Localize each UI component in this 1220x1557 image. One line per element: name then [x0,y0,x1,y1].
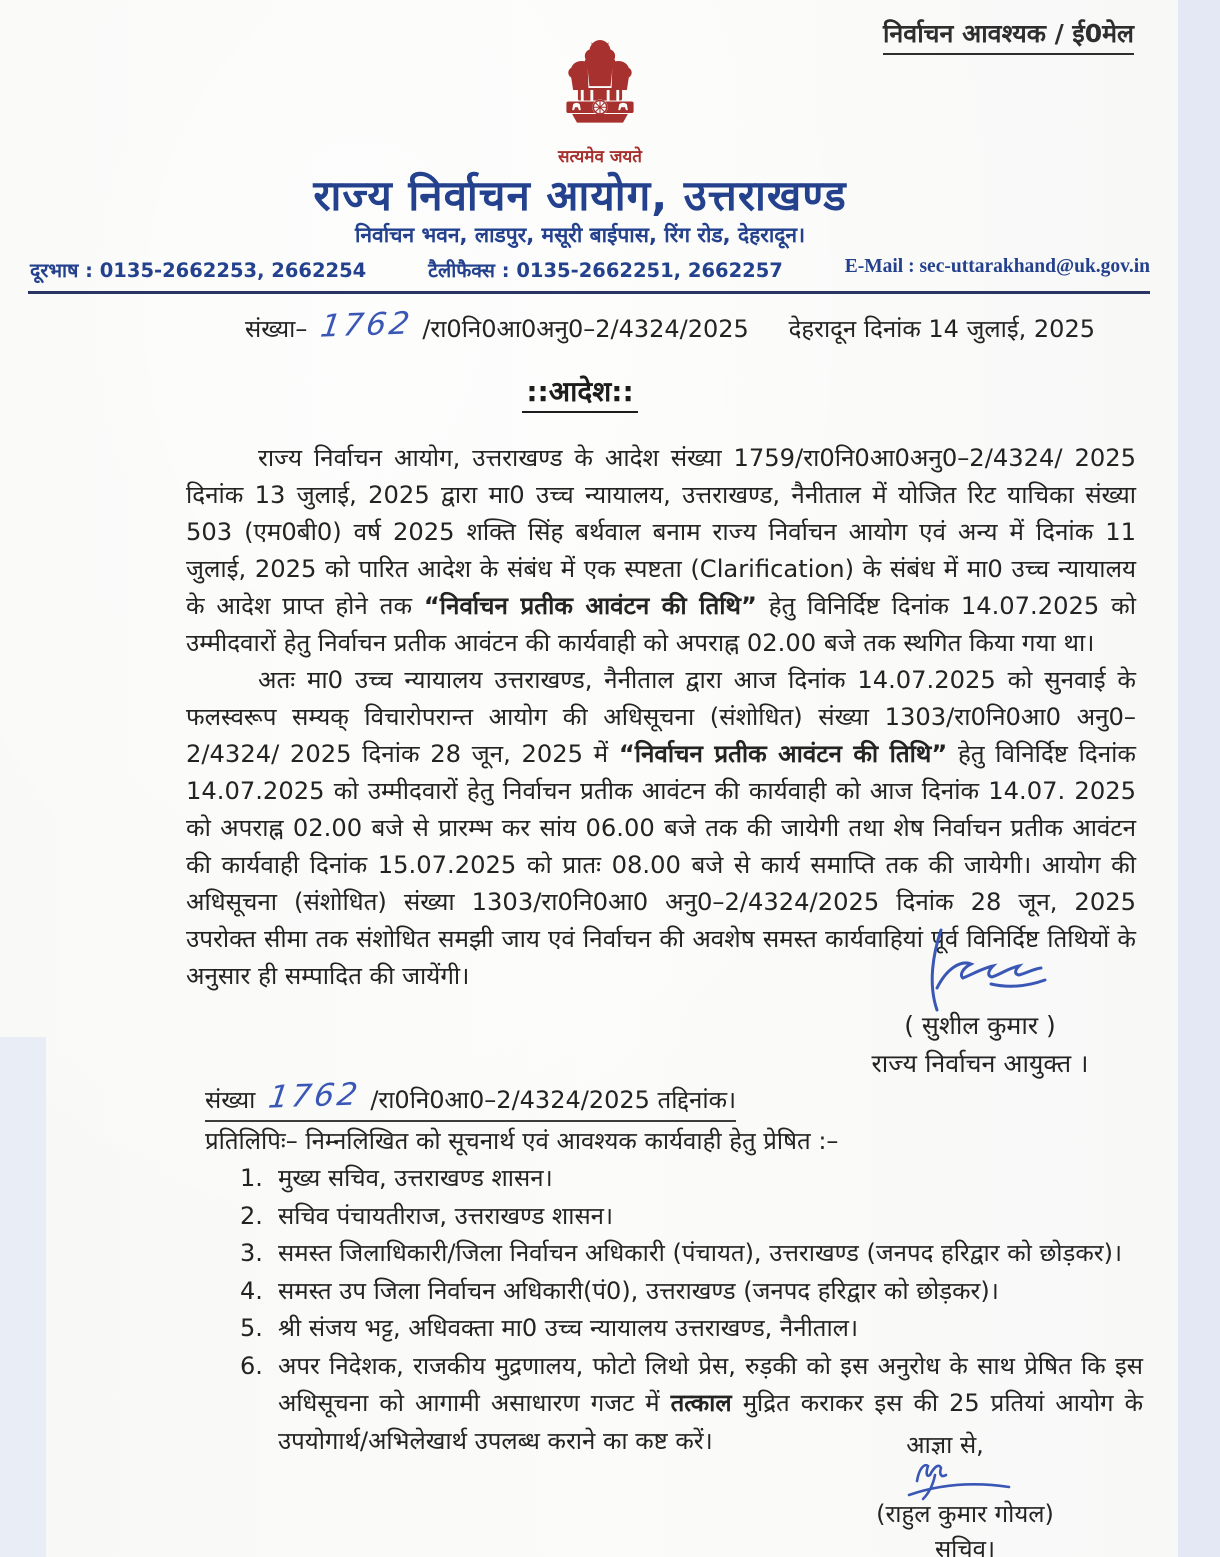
order-heading: ::आदेश:: [0,372,1160,410]
item-number: 3. [240,1239,263,1267]
recipient-list [240,1160,1143,1460]
by-order-text: आज्ञा से, [906,1431,984,1459]
order-paragraph-2: अतः मा0 उच्च न्यायालय उत्तराखण्ड, नैनीताल द्वारा आज दिनांक 14.07.2025 को सुनवाई के फलस्वरूप सम्यक् विचारोपरान्त आयोग की अधिसूचना (संशोधित) संख्या 1303/रा0नि0आ0 अनु0–2/4324/ 2025 दिनांक 28 जून, 2025 में “निर्वाचन प्रतीक आवंटन की तिथि” हेतु विनिर्दिष्ट दिनांक 14.07.2025 को उम्मीदवारों हेतु निर्वाचन प्रतीक आवंटन की कार्यवाही को आज दिनांक 14.07. 2025 को अपराह्न 02.00 बजे से प्रारम्भ कर सांय 06.00 बजे तक की जायेगी तथा शेष निर्वाचन प्रतीक आवंटन की कार्यवाही दिनांक 15.07.2025 को प्रातः 08.00 बजे से कार्य समाप्ति तक की जायेगी। आयोग की अधिसूचना (संशोधित) संख्या 1303/रा0नि0आ0 अनु0–2/4324/2025 दिनांक 28 जून, 2025 उपरोक्त सीमा तक संशोधित समझी जाय एवं निर्वाचन की अवशेष समस्त कार्यवाहियां पूर्व विनिर्दिष्ट तिथियों के अनुसार ही सम्पादित की जायेंगी। [186,666,1136,990]
copy-forward-line: प्रतिलिपिः– निम्नलिखित को सूचनार्थ एवं आवश्यक कार्यवाही हेतु प्रेषित :– [205,1127,839,1155]
email-address: E-Mail : sec-uttarakhand@uk.gov.in [844,256,1150,277]
order-paragraph-1: राज्य निर्वाचन आयोग, उत्तराखण्ड के आदेश संख्या 1759/रा0नि0आ0अनु0–2/4324/ 2025 दिनांक 13 जुलाई, 2025 द्वारा मा0 उच्च न्यायालय, उत्तराखण्ड, नैनीताल में योजित रिट याचिका संख्या 503 (एम0बी0) वर्ष 2025 शक्ति सिंह बर्थवाल बनाम राज्य निर्वाचन आयोग एवं अन्य में दिनांक 11 जुलाई, 2025 को पारित आदेश के संबंध में एक स्पष्टता (Clarification) के संबंध में मा0 उच्च न्यायालय के आदेश प्राप्त होने तक “निर्वाचन प्रतीक आवंटन की तिथि” हेतु विनिर्दिष्ट दिनांक 14.07.2025 को उम्मीदवारों हेतु निर्वाचन प्रतीक आवंटन की कार्यवाही को अपराह्न 02.00 बजे तक स्थगित किया गया था। [186,444,1136,657]
ref2-number-label: संख्या [205,1086,256,1114]
organization-address: निर्वाचन भवन, लाडपुर, मसूरी बाईपास, रिंग रोड, देहरादून। [354,223,806,247]
contact-row [30,256,1150,283]
commissioner-title: राज्य निर्वाचन आयुक्त । [871,1049,1089,1078]
ashoka-lion-capital-icon [552,36,648,142]
delivery-mode-tag: निर्वाचन आवश्यक / ई0मेल [883,16,1134,55]
reference-line [245,305,1095,345]
item-number: 6. [240,1351,263,1380]
emphasized-phrase: “निर्वाचन प्रतीक आवंटन की तिथि” [618,740,948,768]
phone-number: दूरभाष : 0135-2662253, 2662254 [30,259,367,282]
recipient-item-4: 4. समस्त उप जिला निर्वाचन अधिकारी(पं0), उत्तराखण्ड (जनपद हरिद्वार को छोड़कर)। [240,1273,1143,1311]
item-number: 1. [240,1164,263,1192]
ref2-number-rest: /रा0नि0आ0–2/4324/2025 तद्दिनांक। [370,1086,737,1114]
emblem-motto: सत्यमेव जयते [558,147,642,167]
scan-edge-left [0,1037,46,1557]
item-number: 2. [240,1201,263,1230]
recipient-item-6: 6. अपर निदेशक, राजकीय मुद्रणालय, फोटो लिथो प्रेस, रुड़की को इस अनुरोध के साथ प्रेषित कि इस अधिसूचना को आगामी असाधारण गजट में तत्काल मुद्रित कराकर इस की 25 प्रतियां आयोग के उपयोगार्थ/अभिलेखार्थ उपलब्ध कराने का कष्ट करें। [240,1348,1143,1461]
commissioner-name: ( सुशील कुमार ) [904,1011,1056,1040]
recipient-item-5: 5. श्री संजय भट्ट, अधिवक्ता मा0 उच्च न्यायालय उत्तराखण्ड, नैनीताल। [240,1310,1143,1348]
commissioner-signature-icon [895,928,1065,1014]
header-divider [28,291,1150,294]
fax-number: टैलीफैक्स : 0135-2662251, 2662257 [428,259,783,282]
reference-line-2 [205,1076,737,1122]
ref-number-handwritten: 1762 [318,305,416,345]
place-and-date: देहरादून दिनांक 14 जुलाई, 2025 [788,315,1095,343]
secretary-signature-block [845,1428,1085,1557]
item-number: 5. [240,1314,263,1342]
commissioner-signature-block [830,928,1130,1080]
scan-edge-right [1178,0,1220,1557]
ref-number-rest: /रा0नि0आ0अनु0–2/4324/2025 [422,315,749,343]
secretary-name: (राहुल कुमार गोयल) [876,1500,1054,1528]
ref2-number-handwritten: 1762 [266,1076,364,1116]
secretary-title: सचिव। [934,1535,996,1557]
national-emblem [540,36,660,167]
emphasized-word: तत्काल [670,1389,732,1417]
organization-name: राज्य निर्वाचन आयोग, उत्तराखण्ड [313,171,847,220]
recipient-item-3: 3. समस्त जिलाधिकारी/जिला निर्वाचन अधिकारी (पंचायत), उत्तराखण्ड (जनपद हरिद्वार को छोड़कर)। [240,1235,1143,1273]
ref-number-label: संख्या– [245,315,308,343]
recipient-item-1: 1. मुख्य सचिव, उत्तराखण्ड शासन। [240,1160,1143,1198]
recipient-item-2: 2. सचिव पंचायतीराज, उत्तराखण्ड शासन। [240,1198,1143,1236]
item-number: 4. [240,1276,263,1305]
emphasized-phrase: “निर्वाचन प्रतीक आवंटन की तिथि” [423,592,757,620]
